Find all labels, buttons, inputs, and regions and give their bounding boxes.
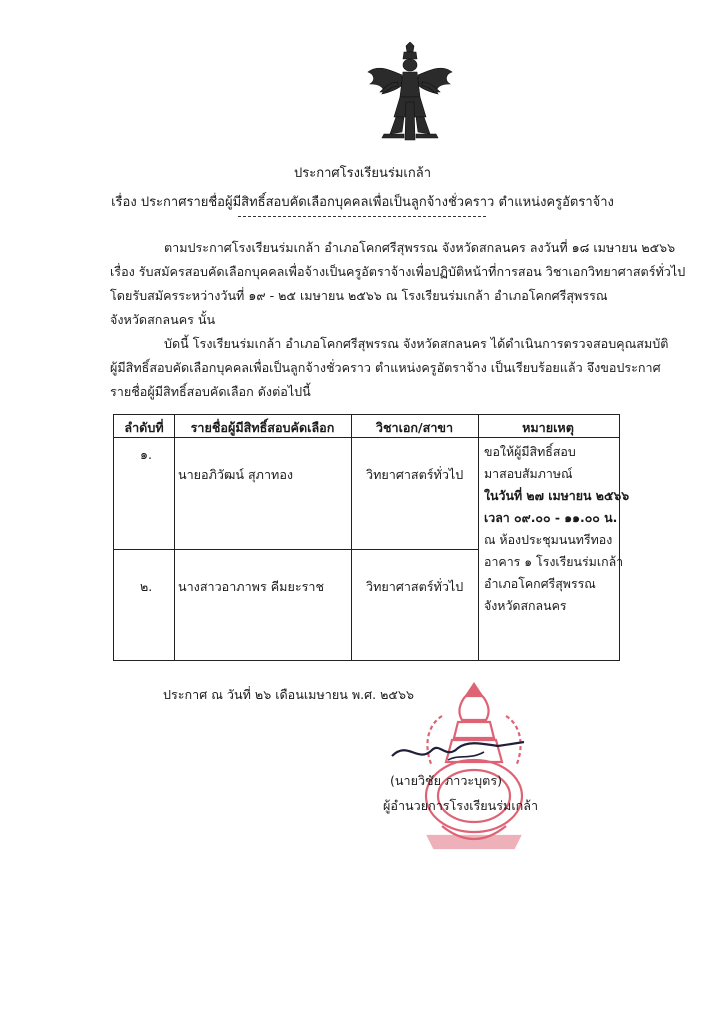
remark-line: มาสอบสัมภาษณ์ <box>484 466 573 481</box>
para2-line1: บัดนี้ โรงเรียนร่มเกล้า อำเภอโคกศรีสุพรรณ จังหวัดสกลนคร ได้ดำเนินการตรวจสอบคุณสมบัติ <box>164 336 669 351</box>
signature-icon <box>388 730 528 770</box>
row1-major: วิทยาศาสตร์ทั่วไป <box>366 467 464 482</box>
candidate-table <box>113 414 630 661</box>
remark-line: จังหวัดสกลนคร <box>484 598 567 613</box>
signer-title: ผู้อำนวยการโรงเรียนร่มเกล้า <box>383 798 539 813</box>
row2-name: นางสาวอาภาพร คีมยะราช <box>178 579 324 594</box>
garuda-emblem-icon <box>360 42 460 146</box>
para2-line2: ผู้มีสิทธิ์สอบคัดเลือกบุคคลเพื่อเป็นลูกจ้างชั่วคราว ตำแหน่งครูอัตราจ้าง เป็นเรียบร้อยแล้ว จึงขอประกาศ <box>110 360 661 375</box>
header-order: ลำดับที่ <box>124 420 164 435</box>
title-divider <box>238 216 486 217</box>
para1-line2: เรื่อง รับสมัครสอบคัดเลือกบุคคลเพื่อจ้างเป็นครูอัตราจ้างเพื่อปฏิบัติหน้าที่การสอน วิชาเอกวิทยาศาสตร์ทั่วไป <box>110 264 686 279</box>
para1-line3: โดยรับสมัครระหว่างวันที่ ๑๙ - ๒๕ เมษายน ๒๕๖๖ ณ โรงเรียนร่มเกล้า อำเภอโคกศรีสุพรรณ <box>110 288 608 303</box>
header-major: วิชาเอก/สาขา <box>375 420 454 435</box>
signer-name: (นายวิชัย ภาวะบุตร) <box>390 773 503 788</box>
announcement-date: ประกาศ ณ วันที่ ๒๖ เดือนเมษายน พ.ศ. ๒๕๖๖ <box>163 687 414 702</box>
remark-line: อำเภอโคกศรีสุพรรณ <box>484 576 596 591</box>
remark-line: เวลา ๐๙.๐๐ - ๑๑.๐๐ น. <box>484 510 618 525</box>
header-remark: หมายเหตุ <box>522 420 574 435</box>
remark-line: ณ ห้องประชุมนนทรีทอง <box>484 532 613 547</box>
announcement-title: ประกาศโรงเรียนร่มเกล้า <box>293 166 431 181</box>
announcement-subject: เรื่อง ประกาศรายชื่อผู้มีสิทธิ์สอบคัดเลือกบุคคลเพื่อเป็นลูกจ้างชั่วคราว ตำแหน่งครูอัตราจ้าง <box>111 195 614 210</box>
remark-line: ขอให้ผู้มีสิทธิ์สอบ <box>484 444 576 459</box>
remark-line: อาคาร ๑ โรงเรียนร่มเกล้า <box>484 554 624 569</box>
para1-line4: จังหวัดสกลนคร นั้น <box>110 312 216 327</box>
row1-name: นายอภิวัฒน์ สุภาทอง <box>178 467 294 482</box>
para2-line3: รายชื่อผู้มีสิทธิ์สอบคัดเลือก ดังต่อไปนี้ <box>110 384 311 399</box>
row1-order: ๑. <box>140 447 152 462</box>
row2-order: ๒. <box>140 579 153 594</box>
remark-line: ในวันที่ ๒๗ เมษายน ๒๕๖๖ <box>484 488 630 503</box>
row2-major: วิทยาศาสตร์ทั่วไป <box>366 579 464 594</box>
para1-line1: ตามประกาศโรงเรียนร่มเกล้า อำเภอโคกศรีสุพรรณ จังหวัดสกลนคร ลงวันที่ ๑๘ เมษายน ๒๕๖๖ <box>164 240 676 255</box>
header-name: รายชื่อผู้มีสิทธิ์สอบคัดเลือก <box>190 420 335 435</box>
